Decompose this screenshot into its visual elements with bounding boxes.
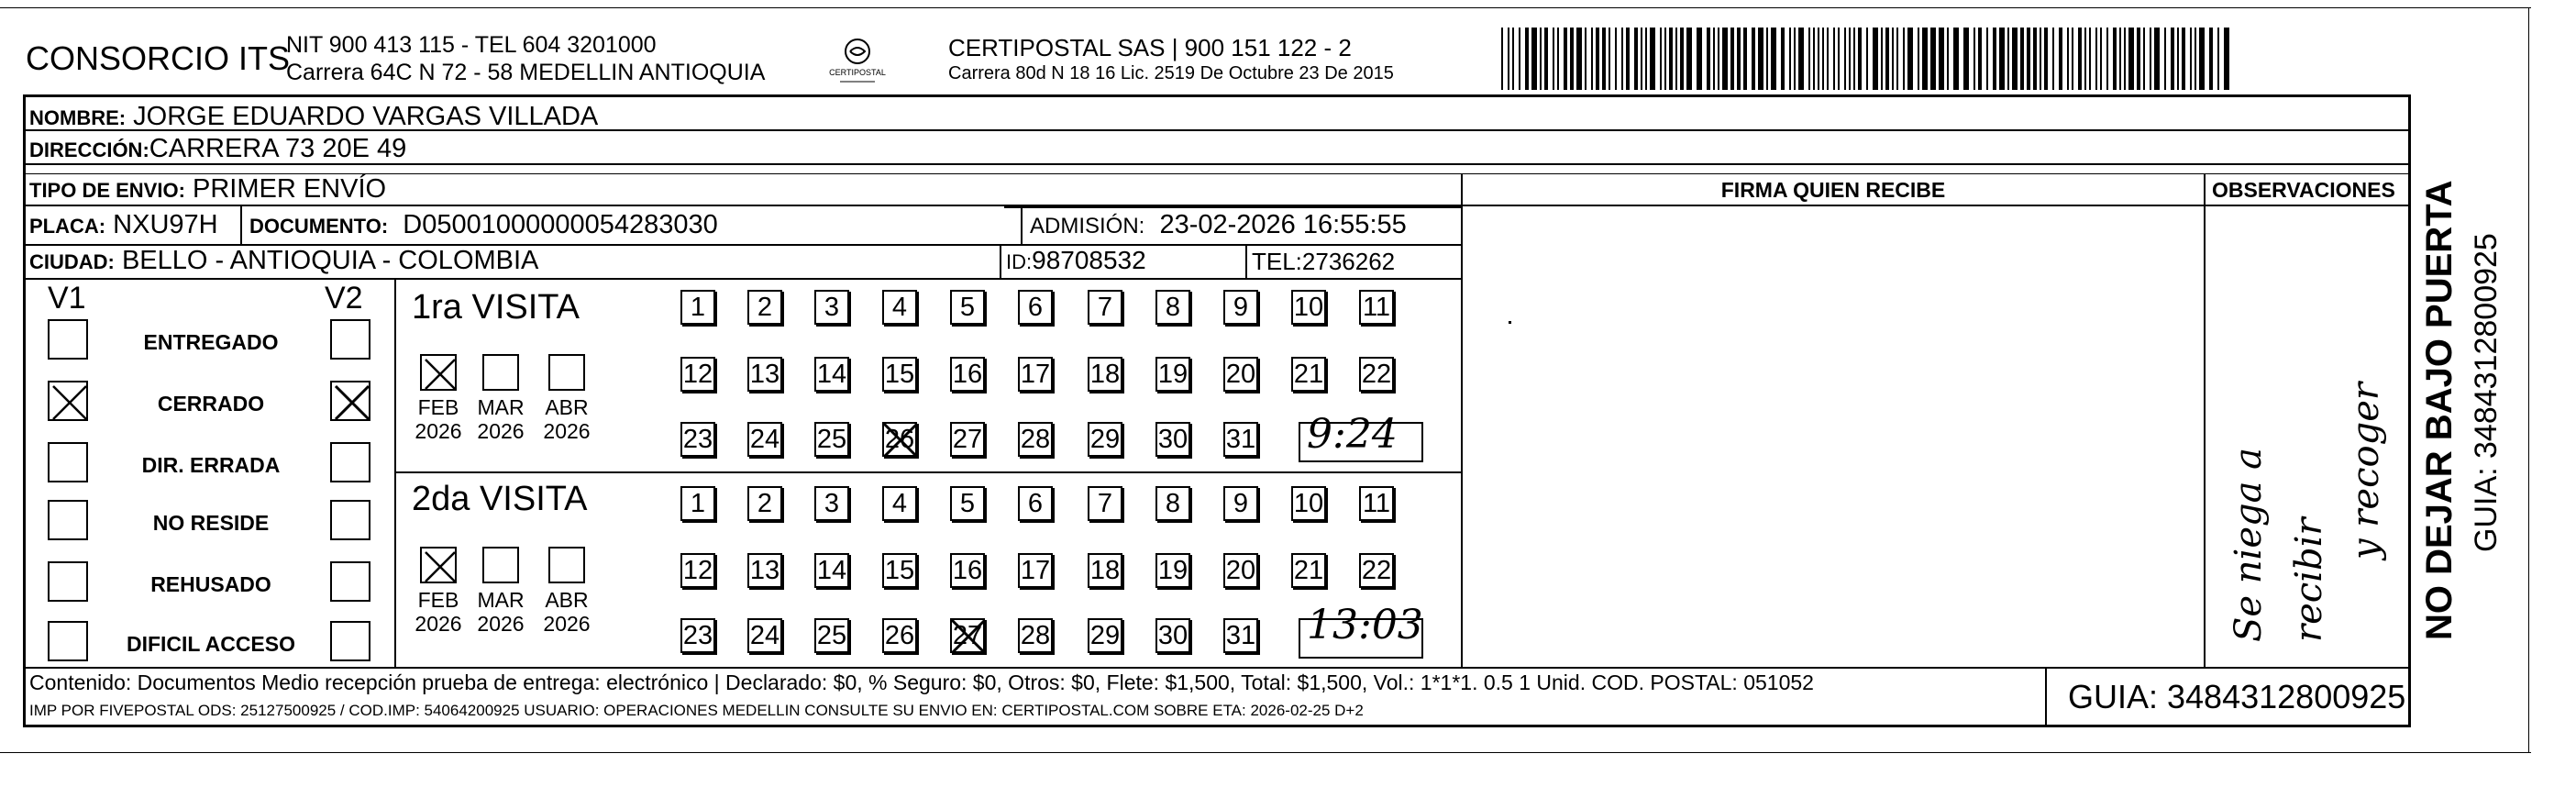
day-box-9[interactable]: 9 (1223, 290, 1258, 325)
day-box-1[interactable]: 1 (680, 290, 715, 325)
day-box-24[interactable]: 24 (747, 618, 782, 653)
row-line (23, 278, 1461, 280)
day-box-21[interactable]: 21 (1291, 553, 1326, 588)
year-label: 2026 (477, 419, 525, 443)
day-box-28[interactable]: 28 (1018, 422, 1053, 457)
v2-checkbox[interactable] (330, 381, 370, 421)
col-line (2045, 667, 2047, 727)
handwriting-line-3: y recoger (2345, 382, 2387, 560)
day-box-21[interactable]: 21 (1291, 357, 1326, 392)
col-line (2204, 173, 2206, 667)
day-box-25[interactable]: 25 (814, 422, 849, 457)
day-box-7[interactable]: 7 (1088, 486, 1122, 521)
month-label: FEB (417, 588, 459, 612)
day-box-16[interactable]: 16 (950, 553, 985, 588)
day-box-31[interactable]: 31 (1223, 422, 1258, 457)
courier-name: CERTIPOSTAL SAS | 900 151 122 - 2 (948, 34, 1352, 61)
row-line (23, 163, 2411, 165)
day-box-31[interactable]: 31 (1223, 618, 1258, 653)
day-box-6[interactable]: 6 (1018, 290, 1053, 325)
handwritten-time-first: 9:24 (1307, 411, 1398, 458)
month-label: ABR (545, 395, 589, 419)
day-cross-mark (946, 615, 990, 659)
observaciones-handwriting (2219, 238, 2403, 660)
status-label: CERRADO (157, 392, 265, 416)
admision-value: 23-02-2026 16:55:55 (1159, 210, 1407, 239)
certipostal-logo (827, 33, 888, 88)
ciudad-value: BELLO - ANTIOQUIA - COLOMBIA (121, 246, 539, 275)
top-edge-line (0, 7, 2531, 8)
no-dejar-bajo-puerta: NO DEJAR BAJO PUERTA (2419, 180, 2460, 640)
month-checkbox-mar[interactable] (482, 354, 519, 391)
bottom-cut-line (0, 752, 2531, 753)
day-box-7[interactable]: 7 (1088, 290, 1122, 325)
direccion-row: DIRECCIÓN:CARRERA 73 20E 49 (29, 134, 407, 163)
day-box-10[interactable]: 10 (1291, 486, 1326, 521)
day-box-29[interactable]: 29 (1088, 618, 1122, 653)
day-box-9[interactable]: 9 (1223, 486, 1258, 521)
day-box-20[interactable]: 20 (1223, 553, 1258, 588)
status-label: ENTREGADO (143, 330, 279, 354)
day-box-8[interactable]: 8 (1155, 486, 1190, 521)
day-box-22[interactable]: 22 (1359, 357, 1394, 392)
check-x-mark (50, 382, 90, 423)
day-box-14[interactable]: 14 (814, 553, 849, 588)
side-guia: GUIA: 3484312800925 (2469, 233, 2504, 552)
v1-checkbox[interactable] (48, 621, 88, 661)
row-line (23, 667, 2411, 669)
placa-row: PLACA: NXU97H (29, 210, 218, 239)
barcode (1499, 28, 2233, 90)
year-label: 2026 (543, 612, 591, 636)
month-label: MAR (477, 588, 525, 612)
day-box-13[interactable]: 13 (747, 553, 782, 588)
v1-checkbox[interactable] (48, 381, 88, 421)
day-box-4[interactable]: 4 (882, 290, 917, 325)
day-box-16[interactable]: 16 (950, 357, 985, 392)
company-address: Carrera 64C N 72 - 58 MEDELLIN ANTIOQUIA (286, 60, 766, 85)
day-box-26[interactable]: 26 (882, 422, 917, 457)
col-line (1021, 205, 1023, 244)
col-line (1000, 244, 1001, 278)
v1-checkbox[interactable] (48, 561, 88, 602)
day-box-28[interactable]: 28 (1018, 618, 1053, 653)
month-label: ABR (545, 588, 589, 612)
day-box-27[interactable]: 27 (950, 422, 985, 457)
day-box-26[interactable]: 26 (882, 618, 917, 653)
company-name: CONSORCIO ITS (26, 39, 291, 77)
tipo-row: TIPO DE ENVIO: PRIMER ENVÍO (29, 174, 387, 204)
month-checkbox-abr[interactable] (548, 354, 585, 391)
day-box-15[interactable]: 15 (882, 553, 917, 588)
day-box-25[interactable]: 25 (814, 618, 849, 653)
day-box-18[interactable]: 18 (1088, 357, 1122, 392)
day-box-14[interactable]: 14 (814, 357, 849, 392)
day-box-8[interactable]: 8 (1155, 290, 1190, 325)
row-line (396, 471, 1461, 473)
month-checkbox-mar[interactable] (482, 547, 519, 583)
day-box-22[interactable]: 22 (1359, 553, 1394, 588)
check-x-mark (422, 549, 459, 585)
day-box-18[interactable]: 18 (1088, 553, 1122, 588)
check-x-mark (332, 382, 372, 423)
month-label: MAR (477, 395, 525, 419)
svg-text:CERTIPOSTAL: CERTIPOSTAL (829, 68, 886, 77)
tel-row: TEL:2736262 (1252, 248, 1396, 275)
col-line (2409, 129, 2411, 727)
day-box-2[interactable]: 2 (747, 290, 782, 325)
direccion-value: CARRERA 73 20E 49 (149, 134, 407, 163)
day-box-3[interactable]: 3 (814, 290, 849, 325)
nombre-value: JORGE EDUARDO VARGAS VILLADA (133, 102, 599, 131)
col-line (394, 278, 396, 667)
admision-row: ADMISIÓN: 23-02-2026 16:55:55 (1030, 210, 1407, 239)
day-box-17[interactable]: 17 (1018, 357, 1053, 392)
v2-checkbox[interactable] (330, 561, 370, 602)
v2-label: V2 (325, 281, 363, 316)
right-cut-line (2528, 7, 2529, 752)
day-box-27[interactable]: 27 (950, 618, 985, 653)
year-label: 2026 (415, 419, 462, 443)
status-label: DIR. ERRADA (141, 453, 281, 477)
col-line (1461, 173, 1463, 667)
v2-checkbox[interactable] (330, 500, 370, 540)
day-box-19[interactable]: 19 (1155, 553, 1190, 588)
handwriting-line-1: Se niega a (2228, 447, 2270, 642)
status-label: DIFICIL ACCESO (126, 632, 295, 656)
col-line (1245, 244, 1247, 278)
month-checkbox-feb[interactable] (420, 547, 457, 583)
col-line (240, 205, 242, 244)
courier-address: Carrera 80d N 18 16 Lic. 2519 De Octubre 23 De 2015 (948, 63, 1394, 83)
company-nit: NIT 900 413 115 - TEL 604 3201000 (286, 32, 657, 58)
day-box-10[interactable]: 10 (1291, 290, 1326, 325)
day-box-30[interactable]: 30 (1155, 422, 1190, 457)
v2-checkbox[interactable] (330, 319, 370, 360)
ciudad-row: CIUDAD: BELLO - ANTIOQUIA - COLOMBIA (29, 246, 539, 275)
documento-row: DOCUMENTO: D05001000000054283030 (249, 210, 718, 239)
day-box-5[interactable]: 5 (950, 290, 985, 325)
handwritten-time-second: 13:03 (1307, 602, 1423, 648)
v2-checkbox[interactable] (330, 621, 370, 661)
id-row: ID:98708532 (1006, 246, 1146, 274)
placa-value: NXU97H (113, 210, 218, 239)
day-box-29[interactable]: 29 (1088, 422, 1122, 457)
day-box-3[interactable]: 3 (814, 486, 849, 521)
day-box-23[interactable]: 23 (680, 618, 715, 653)
day-box-1[interactable]: 1 (680, 486, 715, 521)
documento-value: D05001000000054283030 (403, 210, 718, 239)
footer-guia: GUIA: 3484312800925 (2068, 678, 2406, 715)
year-label: 2026 (543, 419, 591, 443)
day-box-30[interactable]: 30 (1155, 618, 1190, 653)
tipo-value: PRIMER ENVÍO (192, 174, 387, 204)
day-box-6[interactable]: 6 (1018, 486, 1053, 521)
footer-contenido: Contenido: Documentos Medio recepción prueba de entrega: electrónico | Declarado: $0, % Seguro: $0, Otros: $0, Flete: $1,500, Total: $1,500, Vol.: 1*1*1. 0.5 1 Unid. COD. POSTAL: 051052 (29, 670, 1814, 694)
year-label: 2026 (415, 612, 462, 636)
second-visit-title: 2da VISITA (412, 480, 588, 518)
firma-header: FIRMA QUIEN RECIBE (1720, 178, 1946, 202)
day-box-23[interactable]: 23 (680, 422, 715, 457)
day-cross-mark (879, 418, 923, 462)
day-box-24[interactable]: 24 (747, 422, 782, 457)
footer-impresion: IMP POR FIVEPOSTAL ODS: 25127500925 / COD.IMP: 54064200925 USUARIO: OPERACIONES MEDELLIN CONSULTE SU ENVIO EN: CERTIPOSTAL.COM SOBRE ETA: 2026-02-25 D+2 (29, 702, 1364, 719)
v2-checkbox[interactable] (330, 442, 370, 482)
month-label: FEB (417, 395, 459, 419)
day-box-12[interactable]: 12 (680, 553, 715, 588)
day-box-4[interactable]: 4 (882, 486, 917, 521)
day-box-13[interactable]: 13 (747, 357, 782, 392)
row-line (1004, 206, 1461, 208)
day-box-12[interactable]: 12 (680, 357, 715, 392)
tel-value: 2736262 (1301, 248, 1396, 275)
status-label: NO RESIDE (152, 511, 270, 535)
day-box-5[interactable]: 5 (950, 486, 985, 521)
day-box-17[interactable]: 17 (1018, 553, 1053, 588)
month-checkbox-feb[interactable] (420, 354, 457, 391)
nombre-row: NOMBRE: JORGE EDUARDO VARGAS VILLADA (29, 102, 599, 131)
v1-label: V1 (48, 281, 86, 316)
day-box-20[interactable]: 20 (1223, 357, 1258, 392)
status-label: REHUSADO (150, 572, 271, 596)
firma-dot (1509, 321, 1511, 324)
day-box-11[interactable]: 11 (1359, 486, 1394, 521)
v1-checkbox[interactable] (48, 500, 88, 540)
check-x-mark (422, 356, 459, 393)
first-visit-title: 1ra VISITA (412, 288, 580, 327)
v1-checkbox[interactable] (48, 442, 88, 482)
v1-checkbox[interactable] (48, 319, 88, 360)
observaciones-header: OBSERVACIONES (2212, 178, 2395, 202)
day-box-11[interactable]: 11 (1359, 290, 1394, 325)
handwriting-line-2: recibir (2288, 517, 2330, 642)
day-box-19[interactable]: 19 (1155, 357, 1190, 392)
day-box-15[interactable]: 15 (882, 357, 917, 392)
id-value: 98708532 (1032, 246, 1146, 274)
year-label: 2026 (477, 612, 525, 636)
day-box-2[interactable]: 2 (747, 486, 782, 521)
month-checkbox-abr[interactable] (548, 547, 585, 583)
